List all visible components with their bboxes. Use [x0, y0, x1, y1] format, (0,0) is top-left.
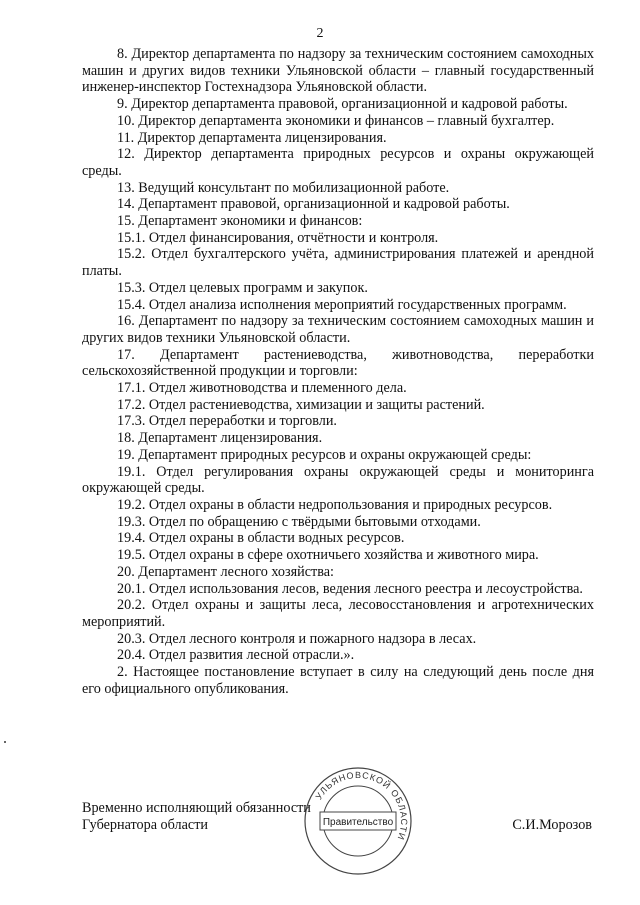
paragraph: 17.3. Отдел переработки и торговли. [117, 413, 337, 430]
signatory-name: С.И.Морозов [512, 817, 592, 833]
paragraph: 17. Департамент растениеводства, животноводства, переработки сельскохозяйственной продукции и торговли: [82, 346, 594, 380]
paragraph: 2. Настоящее постановление вступает в силу на следующий день после дня его официального опубликования. [82, 664, 594, 697]
paragraph: 12. Директор департамента природных ресурсов и охраны окружающей среды. [82, 146, 594, 179]
paragraph: 16. Департамент по надзору за техническим состоянием самоходных машин и других видов техники Ульяновской области. [82, 313, 594, 346]
paragraph: 20.2. Отдел охраны и защиты леса, лесовосстановления и агротехнических мероприятий. [82, 597, 594, 630]
paragraph: 20.4. Отдел развития лесной отрасли.». [117, 647, 355, 664]
paragraph: 15. Департамент экономики и финансов: [117, 213, 363, 230]
paragraph: 20. Департамент лесного хозяйства: [117, 563, 334, 580]
paragraph: 19. Департамент природных ресурсов и охраны окружающей среды: [117, 446, 532, 463]
signature-title-line-2: Губернатора области [82, 816, 208, 833]
paragraph: 15.1. Отдел финансирования, отчётности и контроля. [117, 229, 439, 246]
document-body [82, 46, 594, 697]
svg-text:УЛЬЯНОВСКОЙ ОБЛАСТИ [314, 770, 410, 842]
paragraph: 19.3. Отдел по обращению с твёрдыми бытовыми отходами. [117, 513, 481, 530]
paragraph: 15.3. Отдел целевых программ и закупок. [117, 279, 368, 296]
paragraph: 17.1. Отдел животноводства и племенного дела. [117, 380, 407, 397]
paragraph: 13. Ведущий консультант по мобилизационной работе. [117, 179, 450, 196]
signature-title [82, 800, 311, 833]
margin-dot [4, 741, 6, 743]
page-number: 2 [316, 26, 324, 41]
paragraph: 17.2. Отдел растениеводства, химизации и защиты растений. [117, 396, 485, 413]
paragraph: 20.3. Отдел лесного контроля и пожарного надзора в лесах. [117, 630, 477, 647]
paragraph: 19.4. Отдел охраны в области водных ресурсов. [117, 530, 405, 547]
paragraph: 19.1. Отдел регулирования охраны окружающей среды и мониторинга окружающей среды. [82, 463, 594, 497]
paragraph: 19.2. Отдел охраны в области недропользования и природных ресурсов. [117, 496, 553, 513]
paragraph: 9. Директор департамента правовой, организационной и кадровой работы. [117, 96, 568, 113]
paragraph: 11. Директор департамента лицензирования. [117, 129, 387, 146]
paragraph: 19.5. Отдел охраны в сфере охотничьего хозяйства и животного мира. [117, 547, 539, 564]
paragraph: 15.4. Отдел анализа исполнения мероприятий государственных программ. [117, 296, 567, 313]
official-stamp [302, 765, 414, 877]
signature-title-line-1: Временно исполняющий обязанности [82, 800, 311, 816]
paragraph: 15.2. Отдел бухгалтерского учёта, администрирования платежей и арендной платы. [82, 246, 594, 280]
paragraph: 10. Директор департамента экономики и финансов – главный бухгалтер. [117, 112, 555, 129]
paragraph: 14. Департамент правовой, организационной и кадровой работы. [117, 196, 510, 213]
paragraph: 20.1. Отдел использования лесов, ведения лесного реестра и лесоустройства. [117, 580, 583, 597]
paragraph: 8. Директор департамента по надзору за техническим состоянием самоходных машин и других видов техники Ульяновской области – главный государственный инженер-инспектор Гостехнадзора Ульяновской области. [82, 46, 594, 96]
paragraph: 18. Департамент лицензирования. [117, 430, 323, 447]
stamp-center-text: Правительство [322, 817, 394, 828]
stamp-ring-text: УЛЬЯНОВСКОЙ ОБЛАСТИ [313, 769, 410, 842]
